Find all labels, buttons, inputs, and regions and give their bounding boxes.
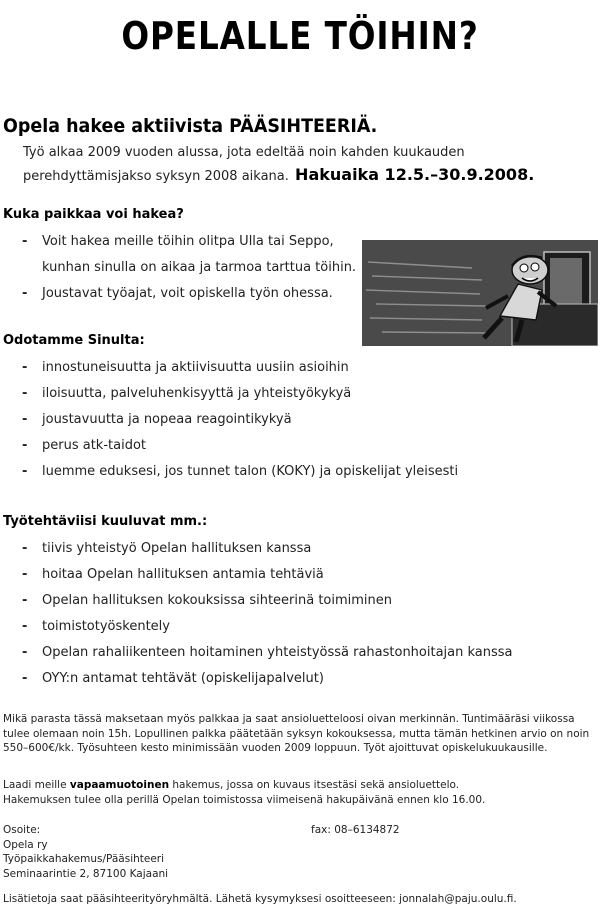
address-line: Seminaarintie 2, 87100 Kajaani <box>3 867 169 880</box>
list-item-text: luemme eduksesi, jos tunnet talon (KOKY) ja opiskelijat yleisesti <box>42 464 459 479</box>
list-item-text: OYY:n antamat tehtävät (opiskelijapalvelut) <box>42 671 324 686</box>
list-item-text: Opelan rahaliikenteen hoitaminen yhteistyössä rahastonhoitajan kanssa <box>42 645 513 660</box>
rushing-worker-illustration <box>362 240 598 346</box>
intro <box>23 142 534 188</box>
list-item: - tiivis yhteistyö Opelan hallituksen kanssa <box>22 541 312 556</box>
list-item-text: Voit hakea meille töihin olitpa Ulla tai Seppo, <box>42 234 334 249</box>
list-item: - Joustavat työajat, voit opiskella työn ohessa. <box>22 286 333 301</box>
list-item-text: hoitaa Opelan hallituksen antamia tehtäviä <box>42 567 324 582</box>
list-item: - toimistotyöskentely <box>22 619 170 634</box>
apply-paragraph <box>3 778 597 807</box>
list-item-text: perus atk-taidot <box>42 438 146 453</box>
list-item-text: innostuneisuutta ja aktiivisuutta uusiin asioihin <box>42 360 349 375</box>
list-item: - joustavuutta ja nopeaa reagointikykyä <box>22 412 292 427</box>
list-item: - Opelan hallituksen kokouksissa sihteerinä toimiminen <box>22 593 393 608</box>
list-item: - OYY:n antamat tehtävät (opiskelijapalvelut) <box>22 671 324 686</box>
expect-heading: Odotamme Sinulta: <box>3 333 145 348</box>
list-item-text: iloisuutta, palveluhenkisyyttä ja yhteistyökykyä <box>42 386 352 401</box>
list-item-text: Joustavat työajat, voit opiskella työn ohessa. <box>42 286 333 301</box>
apply-line-2: Hakemuksen tulee olla perillä Opelan toimistossa viimeisenä hakupäivänä ennen klo 16.00. <box>3 793 486 806</box>
address-label: Osoite: <box>3 824 41 836</box>
list-item: - Opelan rahaliikenteen hoitaminen yhteistyössä rahastonhoitajan kanssa <box>22 645 513 660</box>
tasks-list <box>0 536 513 692</box>
who-heading: Kuka paikkaa voi hakea? <box>3 207 184 222</box>
intro-line-2 <box>23 164 534 188</box>
list-item: - iloisuutta, palveluhenkisyyttä ja yhteistyökykyä <box>22 386 352 401</box>
apply-line-1: Laadi meille vapaamuotoinen hakemus, jossa on kuvaus itsestäsi sekä ansioluettelo. <box>3 779 460 791</box>
intro-line-2-text: perehdyttämisjakso syksyn 2008 aikana. <box>23 169 289 184</box>
footer-contact: Lisätietoja saat pääsihteerityöryhmältä. Lähetä kysymyksesi osoitteeseen: jonnalah@paju.oulu.fi. <box>3 893 517 905</box>
list-item-text: joustavuutta ja nopeaa reagointikykyä <box>42 412 292 427</box>
tasks-heading: Työtehtäviisi kuuluvat mm.: <box>3 514 208 529</box>
who-list <box>0 229 356 307</box>
list-item: - hoitaa Opelan hallituksen antamia tehtäviä <box>22 567 324 582</box>
list-item-text-cont: kunhan sinulla on aikaa ja tarmoa tarttua töihin. <box>42 260 357 275</box>
intro-line-1: Työ alkaa 2009 vuoden alussa, jota edeltää noin kahden kuukauden <box>23 145 465 160</box>
list-item: - Voit hakea meille töihin olitpa Ulla tai Seppo, kunhan sinulla on aikaa ja tarmoa tarttua töihin. <box>0 229 356 281</box>
list-item-text: Opelan hallituksen kokouksissa sihteerinä toimiminen <box>42 593 393 608</box>
list-item: - innostuneisuutta ja aktiivisuutta uusiin asioihin <box>22 360 349 375</box>
list-item-text: toimistotyöskentely <box>42 619 170 634</box>
pay-paragraph: Mikä parasta tässä maksetaan myös palkkaa ja saat ansioluetteloosi oivan merkinnän. Tuntimääräsi viikossa tulee olemaan noin 15h. Lopullinen palkka päätetään syksyn kokouksessa, mutta tämän hetkinen arvio on noin 550–600€/kk. Työsuhteen kesto minimissään vuoden 2009 loppuun. Työt ajoittuvat opiskelukuukausille. <box>3 713 590 754</box>
list-item: - luemme eduksesi, jos tunnet talon (KOKY) ja opiskelijat yleisesti <box>22 464 459 479</box>
list-item: - perus atk-taidot <box>22 438 146 453</box>
address-line: Työpaikkahakemus/Pääsihteeri <box>3 853 165 865</box>
page-title: OPELALLE TÖIHIN? <box>121 14 479 58</box>
address-block <box>3 823 168 881</box>
address-line: Opela ry <box>3 838 48 851</box>
apply-emphasis: vapaamuotoinen <box>69 779 170 791</box>
fax-number: fax: 08–6134872 <box>311 824 400 836</box>
headline: Opela hakee aktiivista PÄÄSIHTEERIÄ. <box>3 115 378 137</box>
expect-list <box>0 355 458 485</box>
application-deadline: Hakuaika 12.5.–30.9.2008. <box>295 165 535 184</box>
list-item-text: tiivis yhteistyö Opelan hallituksen kanssa <box>42 541 312 556</box>
